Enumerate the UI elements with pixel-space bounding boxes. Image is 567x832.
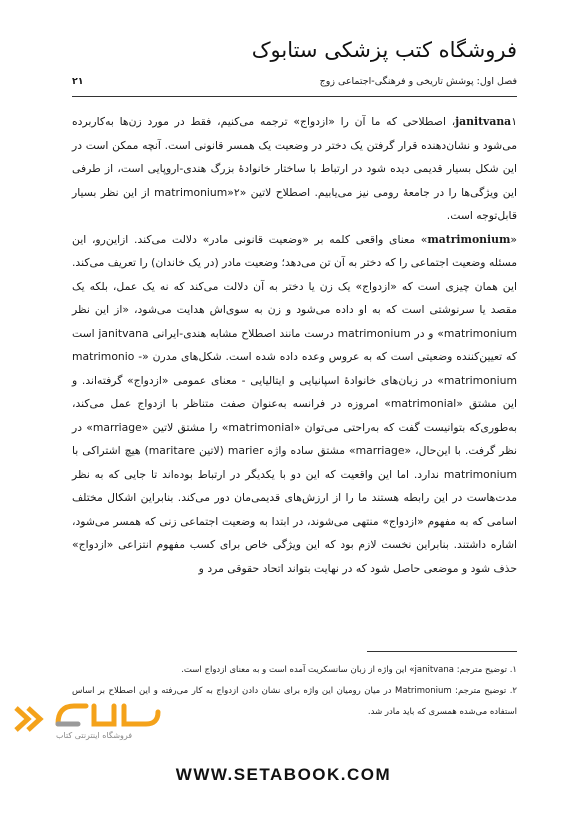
store-title: فروشگاه کتب پزشکی ستابوک <box>251 38 517 62</box>
footnote-2: ۲. توضیح مترجم: Matrimonium در میان رومیان این واژه برای نشان دادن ازدواج به کار می‌رفته و این اصطلاح بر اساس استفاده می‌شده همسری که باید مادر شد. <box>72 686 517 717</box>
header-rule <box>72 96 517 97</box>
term-janitvana: janitvana <box>455 115 512 128</box>
page-number: ۲۱ <box>72 76 84 87</box>
paragraph-1-text: ۱، اصطلاحی که ما آن را «ازدواج» ترجمه می‌کنیم، فقط در مورد زن‌ها به‌کاربرده می‌شود و نشان‌دهنده قرار گرفتن یک دختر در وضعیت یک همسر قانونی است. آنچه ممکن است در این شکل بسیار قدیمی دیده شود در ارتباط با ساختار خانوادهٔ بزرگ هندی-اروپایی است، از طرفی این ویژگی‌ها را در جامعهٔ رومی نیز می‌یابیم. اصطلاح لاتین «matrimonium»۲ از این نظر بسیار قابل‌توجه است. <box>72 115 517 222</box>
footnote-rule <box>367 651 517 652</box>
term-matrimonium: matrimonium <box>427 232 511 246</box>
paragraph-2-text: » معنای واقعی کلمه بر «وضعیت قانونی مادر» دلالت می‌کند. ازاین‌رو، این مسئله وضعیت اجتماعی را که دختر به آن تن می‌دهد؛ وضعیت مادر (در یک خاندان) را تعریف می‌کند. این همان چیزی است که «ازدواج» یک زن یا دختر به آن دلالت می‌کند که نه یک عمل، بلکه یک مقصد یا سرنوشتی است که به او داده می‌شود و زن به سوی‌اش هدایت می‌شود، «از این نظر matrimonium» و در matrimonium درست مانند اصطلاح مشابه هندی-ایرانی janitvana است که تعیین‌کننده وضعیتی است که به عروس وعده داده شده است. شکل‌های مدرن «matrimonio - matrimonium» در زبان‌های خانوادهٔ اسپانیایی و ایتالیایی - معنای عمومی «ازدواج» گرفته‌اند. و این مشتق «matrimonial» امروزه در فرانسه به‌عنوان صفت متناظر با ازدواج عمل می‌کند، به‌طوری‌که بتوانیست گفت که به‌راحتی می‌توان «matrimonial» را مشتق لاتین «marriage» در نظر گرفت. با این‌حال، «marriage» مشتق ساده واژه marier (لاتین maritare) هیچ اشتراکی با matrimonium ندارد. اما این واقعیت که این دو با یکدیگر در ارتباط بوده‌اند تا جایی که به نظر مدت‌هاست در این رابطه هستند ما را از ارزش‌های قدیمی‌مان دور می‌کند. بنابراین اشکال مختلف اسامی که به مفهوم «ازدواج» منتهی می‌شوند، در ابتدا به وضعیت اجتماعی زنی که همسر می‌شود، اشاره داشتند. بنابراین نخست لازم بود که این ویژگی خاص برای کسب مفهوم انتزاعی «ازدواج» حذف شود و موضعی حاصل شود که در نهایت بتواند اتحاد حقوقی مرد و <box>72 232 517 575</box>
paragraph-2-prefix: « <box>510 232 517 246</box>
paragraph-1 <box>72 110 517 228</box>
footnote-1: ۱. توضیح مترجم: janitvana» این واژه از زبان سانسکریت آمده است و به معنای ازدواج است. <box>181 665 517 675</box>
chevron-logo-icon <box>12 704 48 734</box>
chapter-title: فصل اول: پوشش تاریخی و فرهنگی-اجتماعی زوج <box>319 76 517 87</box>
watermark-logo <box>12 698 172 748</box>
body-text <box>72 110 517 580</box>
logo-subtitle: فروشگاه اینترنتی کتاب <box>56 731 133 740</box>
paragraph-2 <box>72 228 517 581</box>
running-head <box>72 76 517 92</box>
logo-wordmark-icon <box>54 700 164 732</box>
watermark-url: WWW.SETABOOK.COM <box>175 765 392 784</box>
